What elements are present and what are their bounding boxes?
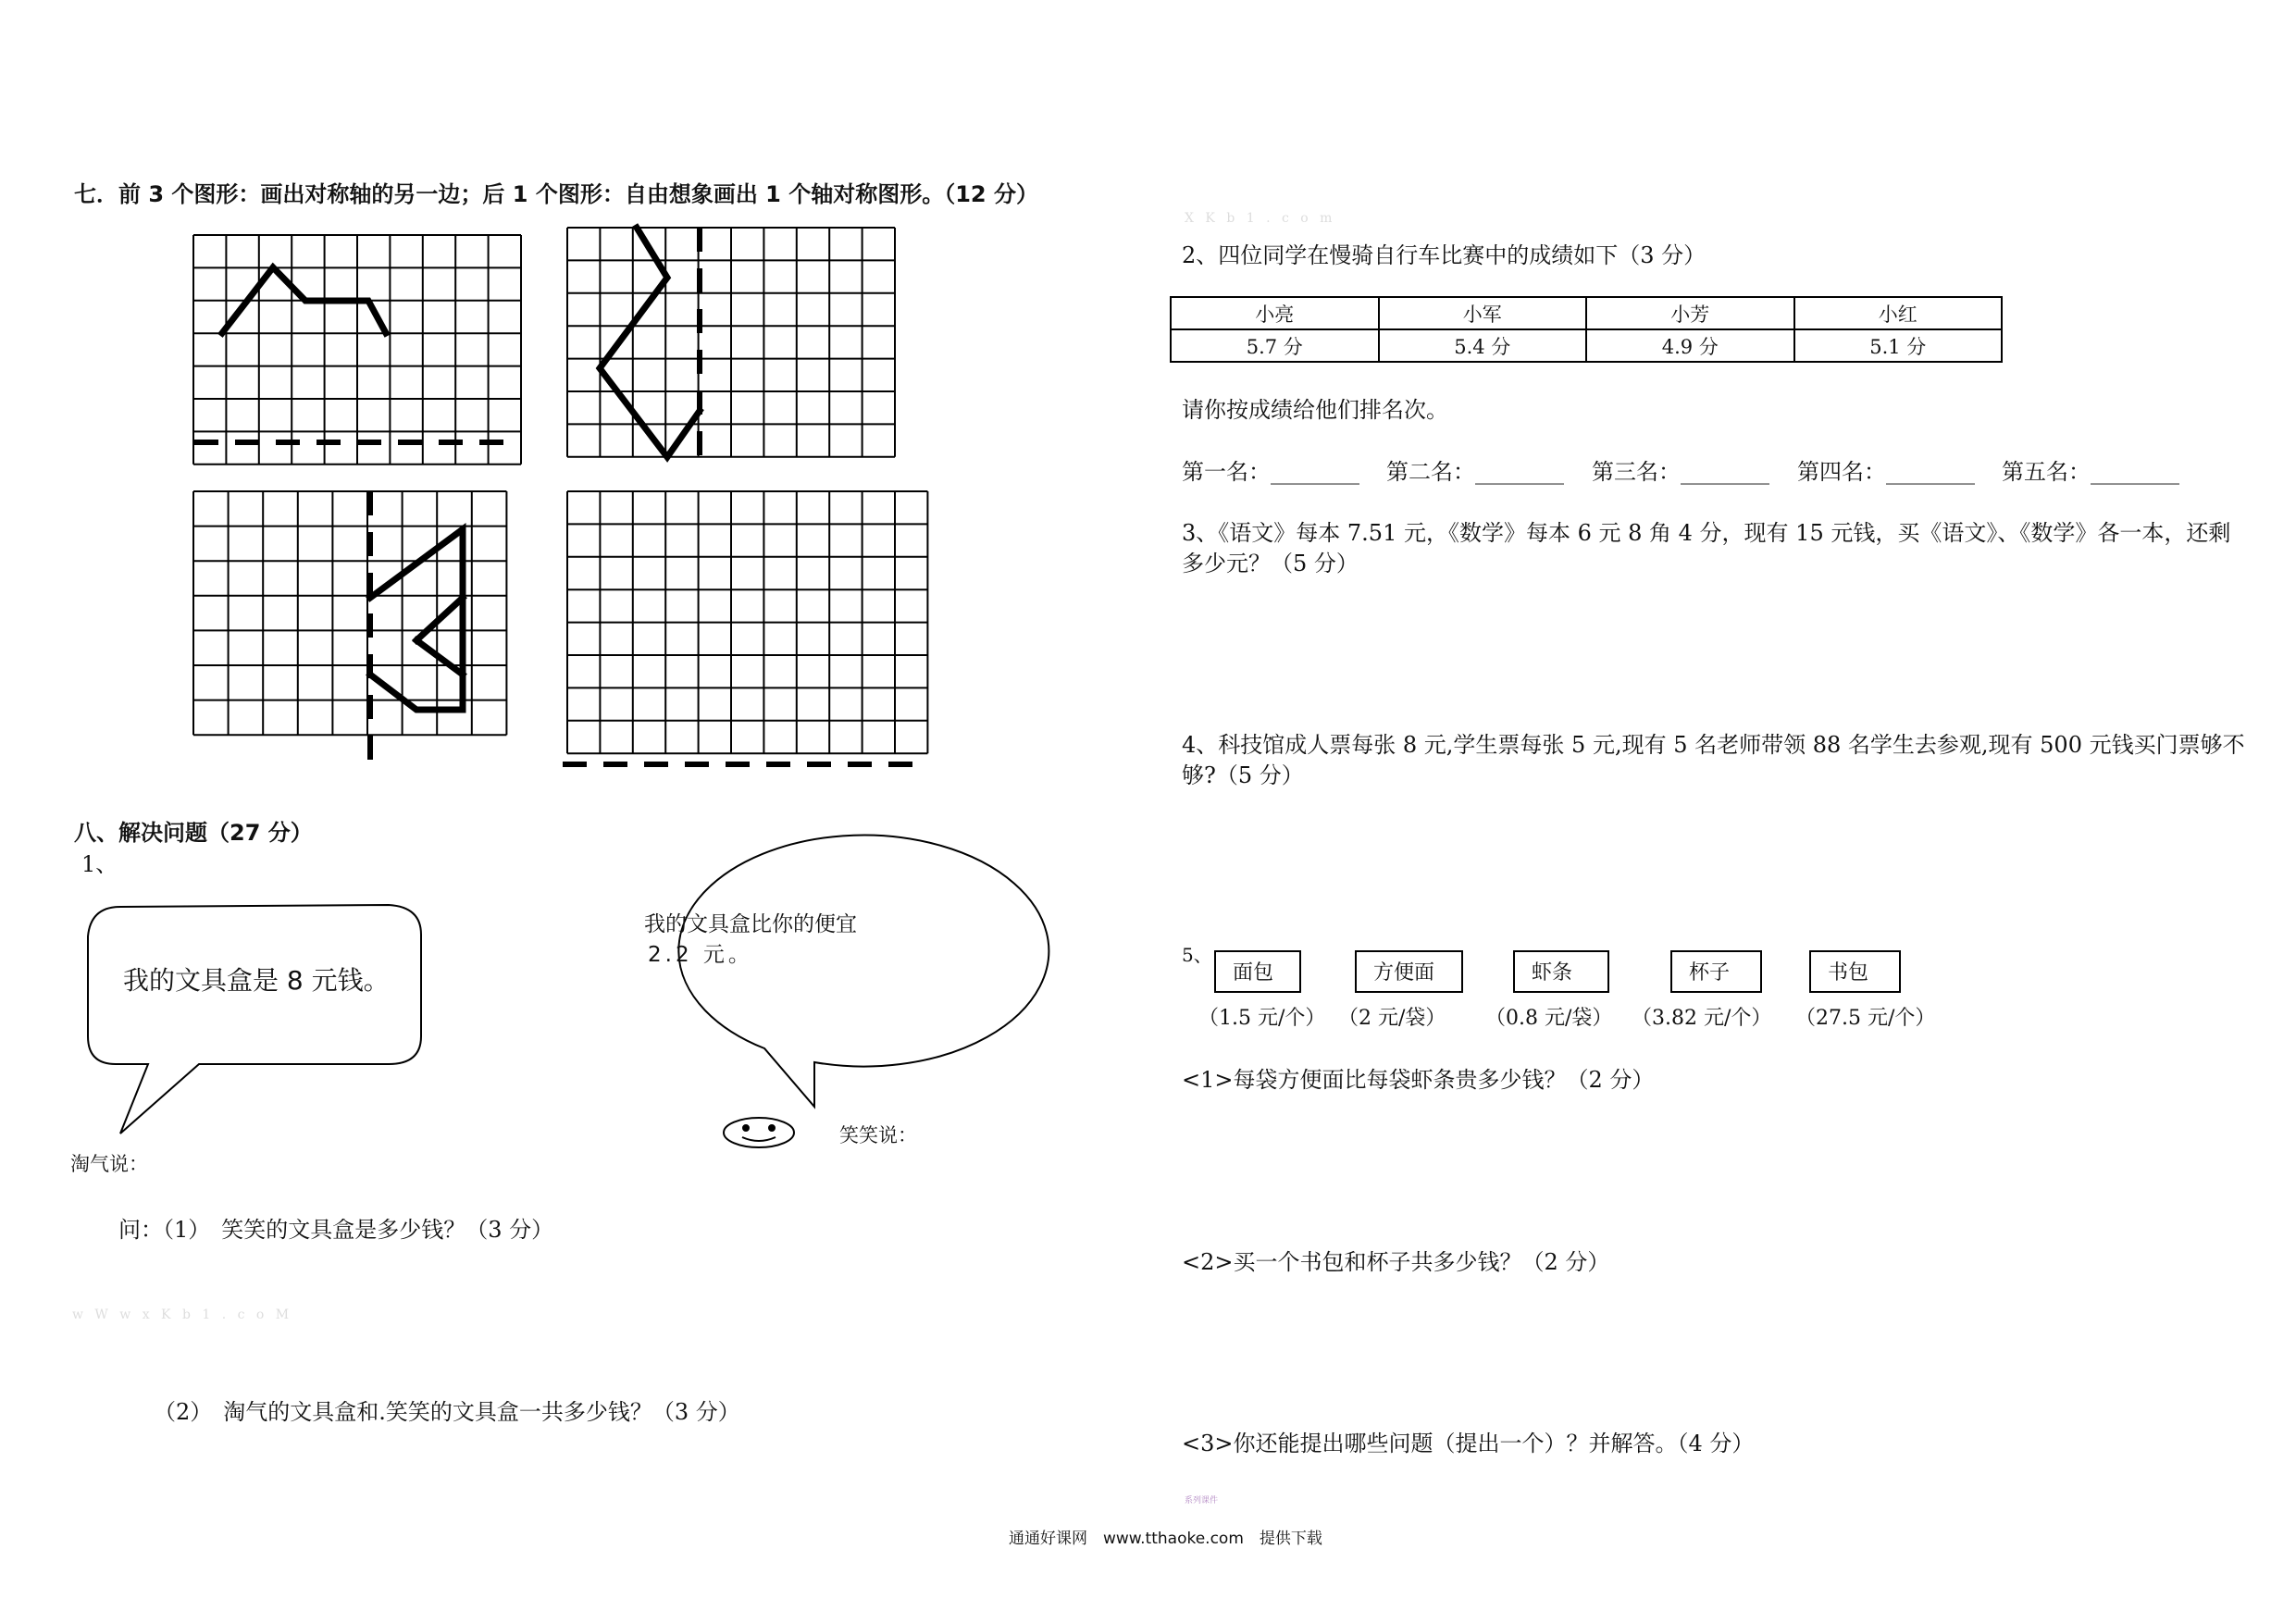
price-shrimp-chips: （0.8 元/袋） xyxy=(1485,1007,1613,1030)
table-cell: 5.4 分 xyxy=(1379,329,1587,362)
figure-2-half xyxy=(600,228,700,457)
grid-4 xyxy=(567,491,927,753)
item-bread: 面包 xyxy=(1214,950,1301,993)
speaker-right: 笑笑说： xyxy=(839,1124,917,1146)
speech-bubble-right xyxy=(678,836,1049,1107)
footer: 通通好课网 www.tthaoke.com 提供下载 xyxy=(1009,1530,1322,1548)
watermark-top: X K b 1 . c o m xyxy=(1185,211,1336,226)
q4-line2: 够?（5 分） xyxy=(1182,762,1304,788)
smiley-icon-right xyxy=(724,1118,794,1147)
watermark-bottom: 系列课件 xyxy=(1185,1496,1219,1505)
section7-title: 七．前 3 个图形：画出对称轴的另一边；后 1 个图形：自由想象画出 1 个轴对称图形。（12 分） xyxy=(74,181,1038,207)
rank-2: 第二名：________ xyxy=(1386,459,1564,485)
speech-bubble-left xyxy=(88,905,421,1134)
q2-prompt: 请你按成绩给他们排名次。 xyxy=(1182,397,1448,423)
table-header: 小红 xyxy=(1794,297,2003,329)
table-cell: 5.1 分 xyxy=(1794,329,2003,362)
item-cup: 杯子 xyxy=(1670,950,1762,993)
price-noodles: （2 元/袋） xyxy=(1338,1007,1446,1030)
item-shrimp-chips: 虾条 xyxy=(1513,950,1609,993)
table-row xyxy=(1171,297,2002,329)
table-header: 小亮 xyxy=(1171,297,1379,329)
rank-4: 第四名：________ xyxy=(1797,459,1975,485)
rank-3: 第三名：________ xyxy=(1592,459,1769,485)
q1-part1: 问：（1） 笑笑的文具盒是多少钱？（3 分） xyxy=(118,1217,554,1243)
price-schoolbag: （27.5 元/个） xyxy=(1795,1007,1936,1030)
q1-part2: （2） 淘气的文具盒和.笑笑的文具盒一共多少钱？（3 分） xyxy=(154,1399,740,1425)
q2-title: 2、四位同学在慢骑自行车比赛中的成绩如下（3 分） xyxy=(1182,242,1706,268)
section8-title: 八、解决问题（27 分） xyxy=(74,820,313,846)
rank-5: 第五名：________ xyxy=(2002,459,2179,485)
figure-3-inner-b xyxy=(416,598,463,640)
figure-3-inner-a xyxy=(416,640,463,675)
price-cup: （3.82 元/个） xyxy=(1632,1007,1772,1030)
grid-1 xyxy=(193,235,521,465)
rank-1: 第一名：________ xyxy=(1182,459,1359,485)
bubble-left-text: 我的文具盒是 8 元钱。 xyxy=(123,965,390,996)
table-cell: 5.7 分 xyxy=(1171,329,1379,362)
q4-line1: 4、科技馆成人票每张 8 元,学生票每张 5 元,现有 5 名老师带领 88 名学生去参观,现有 500 元钱买门票够不 xyxy=(1182,732,2245,758)
table-cell: 4.9 分 xyxy=(1586,329,1794,362)
figure-1-half xyxy=(222,267,386,333)
q5-part2: <2>买一个书包和杯子共多少钱？（2 分） xyxy=(1182,1249,1610,1275)
q3-line1: 3、《语文》每本 7.51 元，《数学》每本 6 元 8 角 4 分，现有 15 元钱，买《语文》、《数学》各一本，还剩 xyxy=(1182,520,2231,546)
q1-number: 1、 xyxy=(81,851,118,877)
scores-table xyxy=(1170,296,2003,363)
q5-part3: <3>你还能提出哪些问题（提出一个）？并解答。（4 分） xyxy=(1182,1431,1755,1456)
table-header: 小芳 xyxy=(1586,297,1794,329)
watermark-left: w W w x K b 1 . c o M xyxy=(72,1307,293,1322)
price-bread: （1.5 元/个） xyxy=(1198,1007,1326,1030)
q5-number: 5、 xyxy=(1182,944,1212,966)
item-schoolbag: 书包 xyxy=(1809,950,1901,993)
bubble-right-text-2: 2.2 元。 xyxy=(648,943,753,967)
q3-line2: 多少元？（5 分） xyxy=(1182,551,1359,576)
bubble-right-text-1: 我的文具盒比你的便宜 xyxy=(644,912,857,936)
table-header: 小军 xyxy=(1379,297,1587,329)
speaker-left: 淘气说： xyxy=(70,1153,148,1175)
q5-part1: <1>每袋方便面比每袋虾条贵多少钱？（2 分） xyxy=(1182,1067,1655,1093)
item-noodles: 方便面 xyxy=(1355,950,1463,993)
table-row xyxy=(1171,329,2002,362)
figure-3-outline xyxy=(370,529,463,710)
